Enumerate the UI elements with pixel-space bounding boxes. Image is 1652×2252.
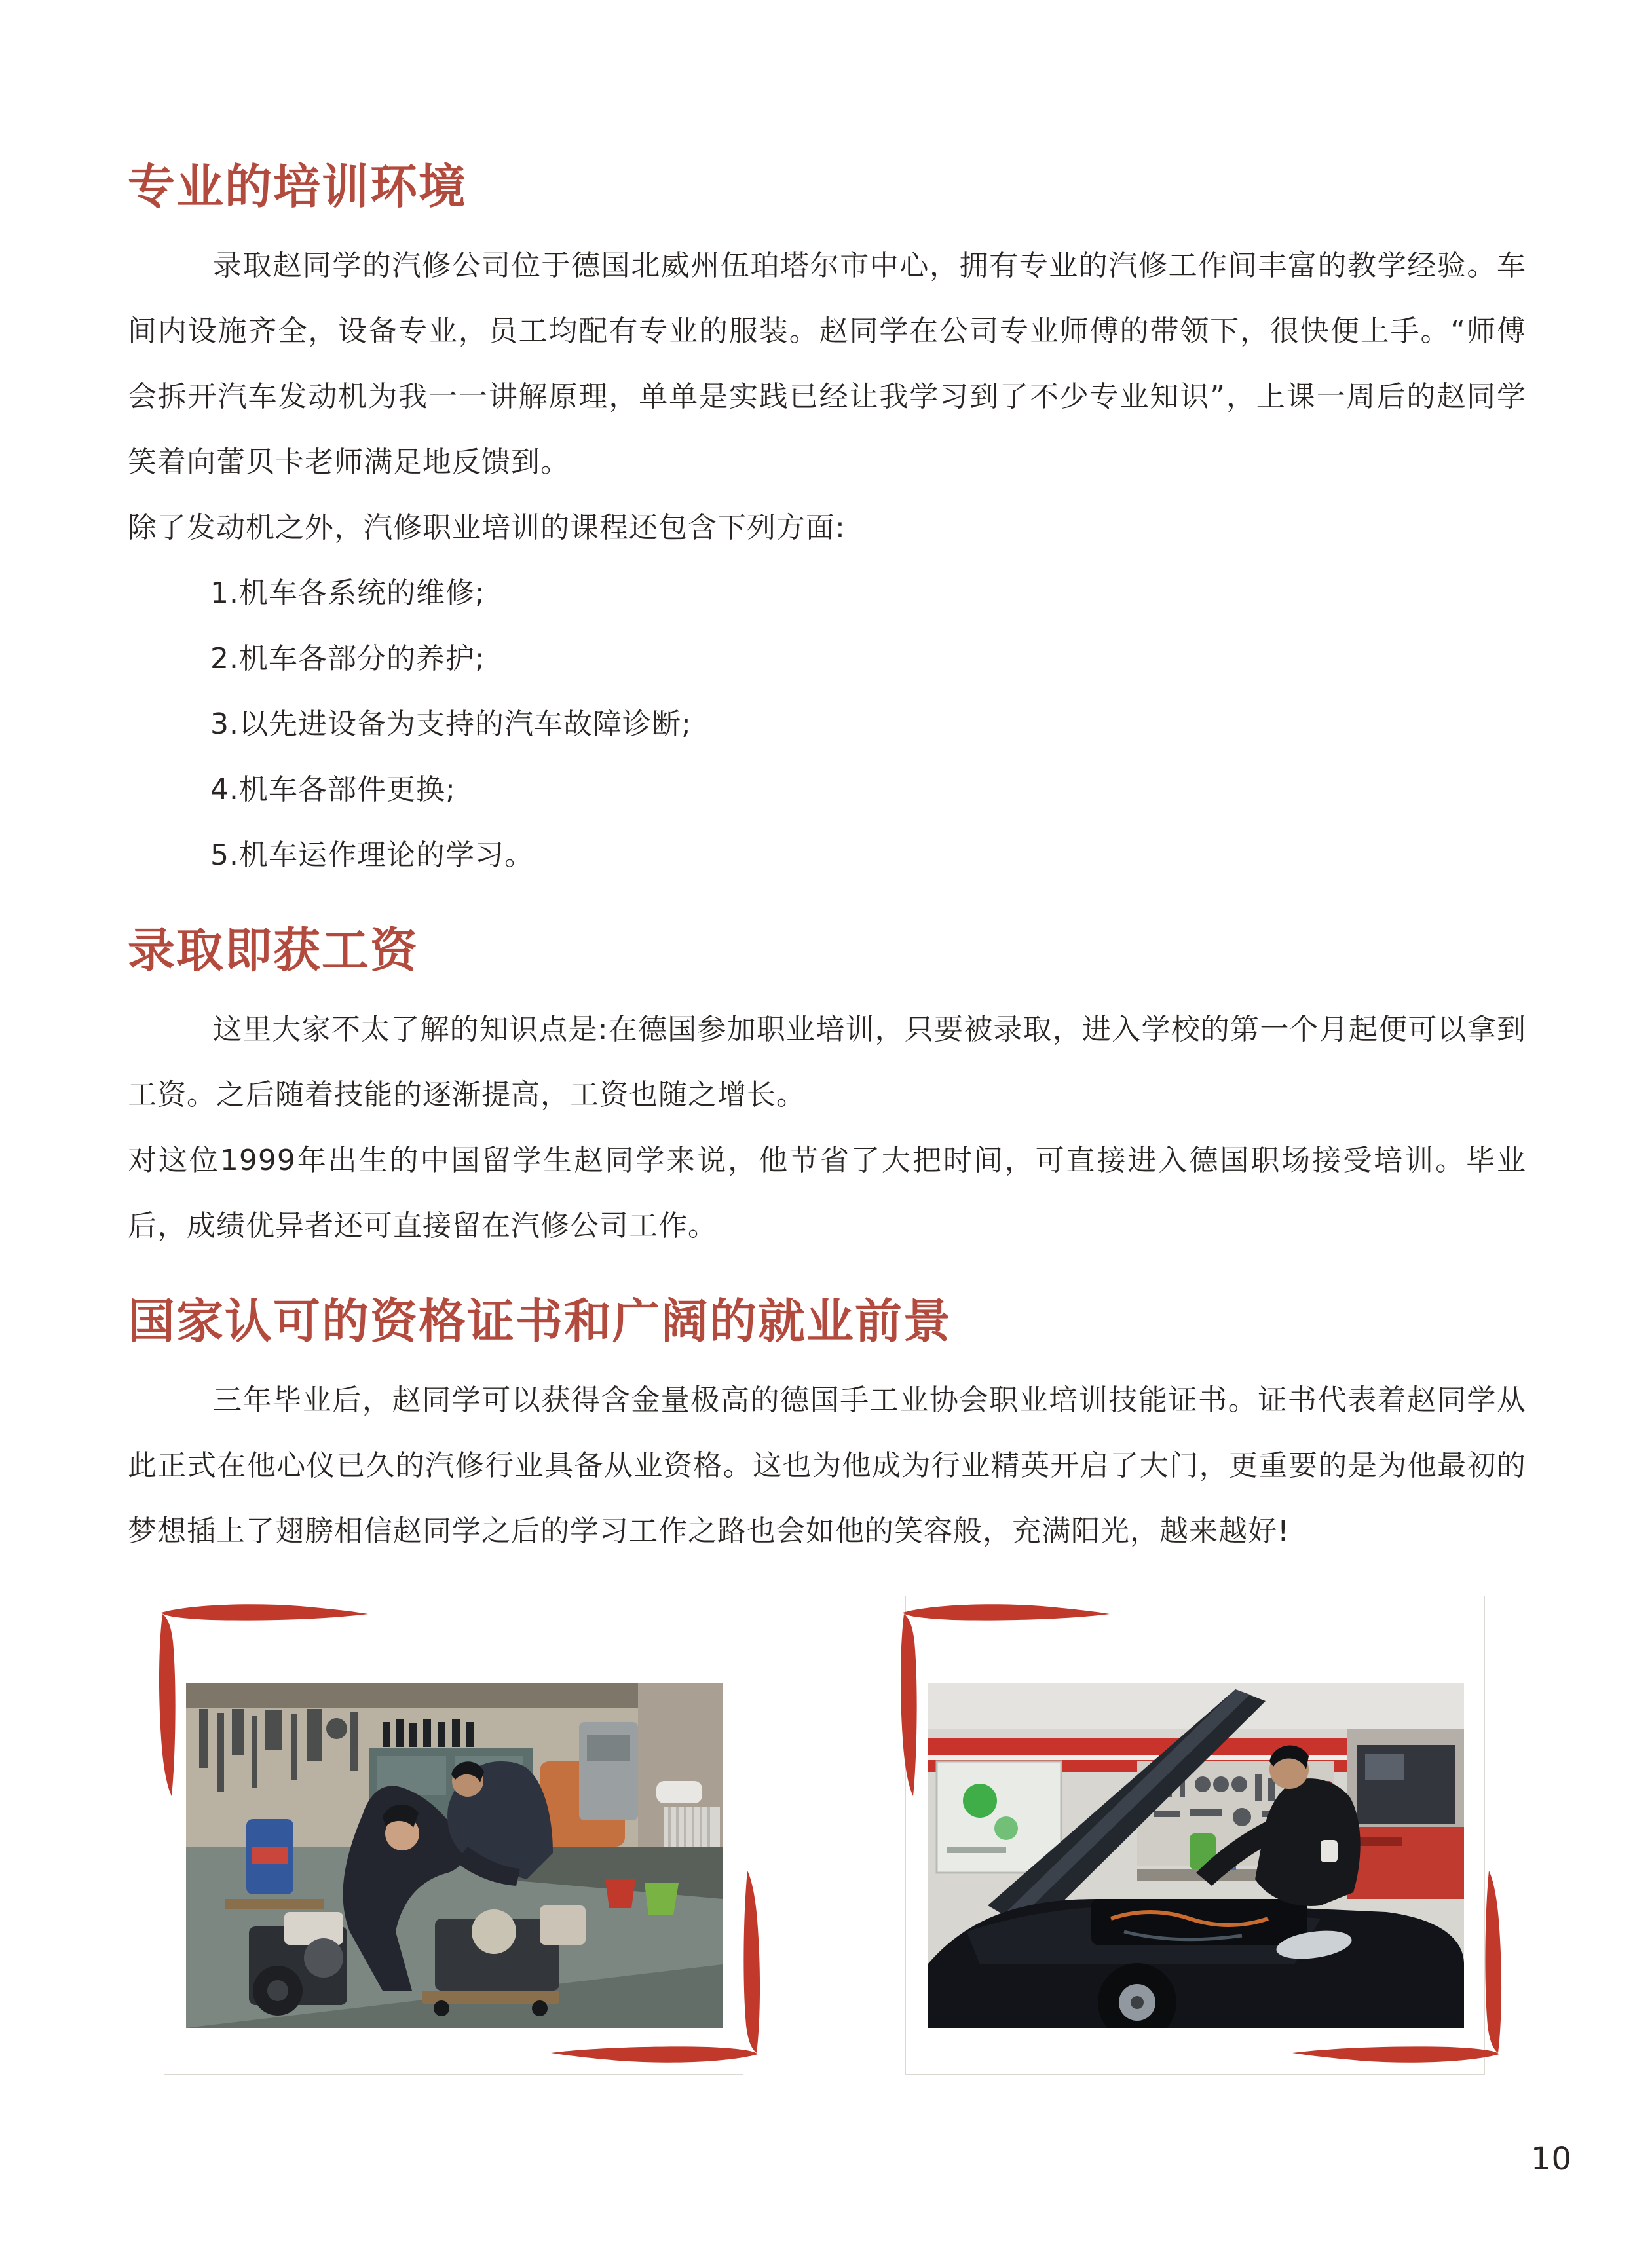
section-heading: 国家认可的资格证书和广阔的就业前景	[128, 1294, 952, 1349]
list-item: 4.机车各部件更换;	[210, 773, 456, 806]
list-item: 3.以先进设备为支持的汽车故障诊断;	[210, 707, 692, 741]
paragraph: 录取赵同学的汽修公司位于德国北威州伍珀塔尔市中心，拥有专业的汽修工作间丰富的教学经验。车间内设施齐全，设备专业，员工均配有专业的服装。赵同学在公司专业师傅的带领下，很快便上手。“师傅会拆开汽车发动机为我一一讲解原理，单单是实践已经让我学习到了不少专业知识”，上课一周后的赵同学笑着向蕾贝卡老师满足地反馈到。	[128, 249, 1526, 479]
red-corner-bracket-bottom-right-icon	[1288, 1851, 1505, 2067]
course-list	[128, 561, 1526, 888]
section-heading: 录取即获工资	[128, 923, 419, 978]
paragraph: 对这位1999年出生的中国留学生赵同学来说，他节省了大把时间，可直接进入德国职场接受培训。毕业后，成绩优异者还可直接留在汽修公司工作。	[128, 1144, 1526, 1243]
paragraph: 三年毕业后，赵同学可以获得含金量极高的德国手工业协会职业培训技能证书。证书代表着赵同学从此正式在他心仪已久的汽修行业具备从业资格。这也为他成为行业精英开启了大门，更重要的是为他最初的梦想插上了翅膀相信赵同学之后的学习工作之路也会如他的笑容般，充满阳光，越来越好!	[128, 1383, 1526, 1548]
photo-row	[164, 1596, 1526, 2075]
section-salary	[128, 921, 1526, 1259]
section-certificate-prospects	[128, 1292, 1526, 1564]
red-corner-bracket-top-left-icon	[897, 1600, 1114, 1816]
section-heading: 专业的培训环境	[128, 159, 468, 214]
red-corner-bracket-top-left-icon	[156, 1600, 372, 1816]
paragraph: 这里大家不太了解的知识点是:在德国参加职业培训，只要被录取，进入学校的第一个月起便可以拿到工资。之后随着技能的逐渐提高，工资也随之增长。	[128, 1013, 1526, 1112]
list-item: 5.机车运作理论的学习。	[210, 838, 534, 872]
paragraph: 除了发动机之外，汽修职业培训的课程还包含下列方面:	[128, 511, 846, 544]
section-training-environment	[128, 157, 1526, 888]
page-number: 10	[1530, 2141, 1572, 2177]
red-corner-bracket-bottom-right-icon	[547, 1851, 763, 2067]
car-hood-repair-photo	[905, 1596, 1486, 2075]
list-item: 1.机车各系统的维修;	[210, 576, 485, 610]
workshop-engine-teardown-photo	[164, 1596, 745, 2075]
list-item: 2.机车各部分的养护;	[210, 642, 485, 675]
